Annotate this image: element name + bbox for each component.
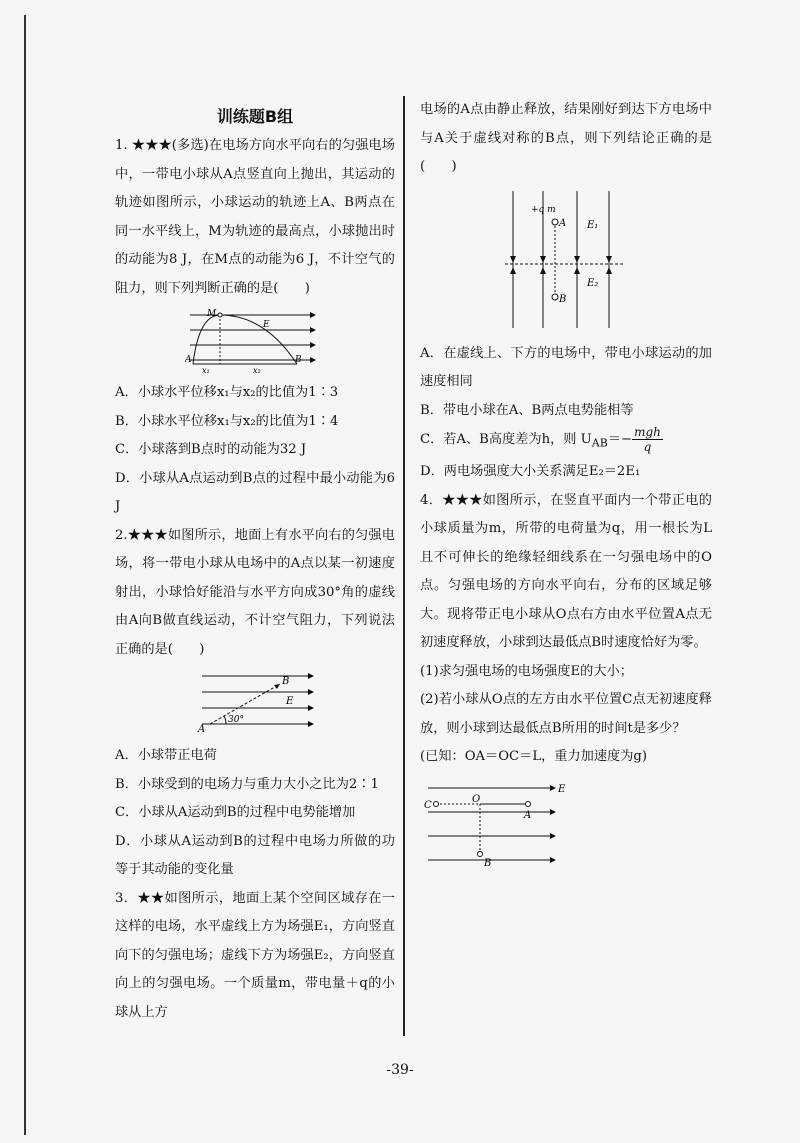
q4-fig-label-a: A <box>524 809 532 821</box>
q2-option-c: C．小球从A运动到B的过程中电势能增加 <box>115 805 356 820</box>
column-divider <box>403 96 405 1036</box>
q3-option-c-prefix: C．若A、B高度差为h，则 U <box>420 432 592 447</box>
q1-fig-label-e: E <box>263 320 270 330</box>
q2-fig-label-e: E <box>286 696 294 707</box>
q3-option-c-eq: ＝− <box>607 432 633 447</box>
page-number: -39- <box>386 1062 414 1078</box>
q4-fig-label-c: C <box>424 799 432 811</box>
q2-fig-label-a: A <box>198 724 206 735</box>
q3-option-d: D．两电场强度大小关系满足E₂＝2E₁ <box>420 464 641 480</box>
q2-figure <box>190 668 320 738</box>
q4-fig-label-e: E <box>558 783 566 795</box>
q3-option-b: B．带电小球在A、B两点电势能相等 <box>420 402 634 418</box>
q1-fig-label-a: A <box>185 355 192 365</box>
q4-fig-label-b: B <box>484 857 492 869</box>
q3-option-a: A．在虚线上、下方的电场中，带电小球运动的加速度相同 <box>420 345 712 389</box>
q3-fig-label-e2: E₂ <box>587 277 599 289</box>
q3-fig-charge: +q m <box>531 204 556 215</box>
q3-option-c-denominator: q <box>643 440 652 454</box>
q3-option-c-fraction <box>632 425 663 454</box>
q4-given: (已知：OA＝OC＝L，重力加速度为g) <box>420 749 647 765</box>
q3-option-c <box>420 425 712 458</box>
page-edge-line <box>24 15 26 1135</box>
q3-fig-label-b: B <box>559 293 567 305</box>
q3-figure <box>501 186 631 336</box>
q4-stem: 4．★★★如图所示，在竖直平面内一个带正电的小球质量为m，所带的电荷量为q，用一根长为L且不可伸长的绝缘轻细线系在一匀强电场中的O点。匀强电场的方向水平向右，分布的区域足够大。现将带正电小球从O点右方由水平位置A点无初速度释放，小球到达最低点B时速度恰好为零。 <box>420 492 712 651</box>
q1-option-d: D．小球从A点运动到B点的过程中最小动能为6 J <box>115 470 395 514</box>
section-title: 训练题B组 <box>216 107 294 126</box>
q1-option-c: C．小球落到B点时的动能为32 J <box>115 442 307 457</box>
q1-option-b: B．小球水平位移x₁与x₂的比值为1∶4 <box>115 413 339 429</box>
q3-fig-label-e1: E₁ <box>587 219 599 231</box>
q1-fig-label-x2: x₂ <box>253 366 261 375</box>
q2-fig-label-b: B <box>282 676 290 687</box>
q1-fig-label-b: B <box>295 355 302 365</box>
q4-part-1: (1)求匀强电场的电场强度E的大小； <box>420 663 633 679</box>
q2-option-d: D．小球从A运动到B的过程中电场力所做的功等于其动能的变化量 <box>115 833 395 877</box>
q4-fig-label-o: O <box>472 793 481 805</box>
q2-stem: 2.★★★如图所示，地面上有水平向右的匀强电场，将一带电小球从电场中的A点以某一初速度射出，小球恰好能沿与水平方向成30°角的虚线由A向B做直线运动，不计空气阻力，下列说法正确的是( ) <box>115 527 395 657</box>
q1-stem: 1. ★★★(多选)在电场方向水平向右的匀强电场中，一带电小球从A点竖直向上抛出，其运动的轨迹如图所示，小球运动的轨迹上A、B两点在同一水平线上，M为轨迹的最高点，小球抛出时的动能为8 J，在M点的动能为6 J，不计空气的阻力，则下列判断正确的是( ) <box>115 138 395 296</box>
q1-option-a: A．小球水平位移x₁与x₂的比值为1∶3 <box>115 385 339 400</box>
q2-fig-angle: 30° <box>228 715 244 725</box>
q2-option-b: B．小球受到的电场力与重力大小之比为2∶1 <box>115 776 379 792</box>
q1-figure <box>185 307 325 375</box>
q3-fig-label-a: A <box>559 217 567 229</box>
right-column <box>420 96 712 880</box>
left-column <box>115 104 395 1027</box>
q3-option-c-numerator: mgh <box>634 425 661 439</box>
q2-option-a: A．小球带正电荷 <box>115 748 217 763</box>
q4-figure <box>420 776 570 876</box>
q3-stem-right: 电场的A点由静止释放，结果刚好到达下方电场中与A关于虚线对称的B点，则下列结论正确的是( ) <box>420 102 712 174</box>
q3-option-c-sub: AB <box>591 436 608 450</box>
q4-part-2: (2)若小球从O点的左方由水平位置C点无初速度释放，则小球到达最低点B所用的时间t是多少？ <box>420 692 712 736</box>
q1-fig-label-m: M <box>207 309 217 319</box>
q1-fig-label-x1: x₁ <box>202 366 210 375</box>
q3-stem-left: 3．★★如图所示，地面上某个空间区域存在一这样的电场，水平虚线上方为场强E₁，方向竖直向下的匀强电场；虚线下方为场强E₂，方向竖直向上的匀强电场。一个质量m，带电量＋q的小球从上方 <box>115 890 395 1020</box>
